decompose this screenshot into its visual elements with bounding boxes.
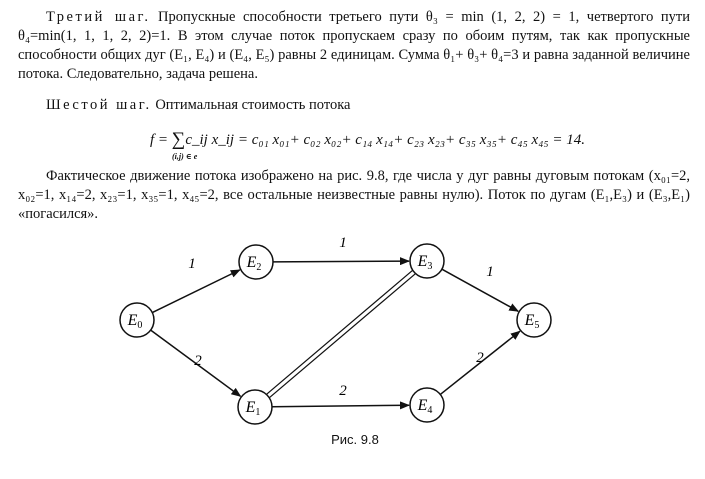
node-label-E3: E3 [417,253,433,272]
edge-label-E0-E2: 1 [188,256,196,272]
edge-E3-E5 [442,269,518,311]
third-step-text: Пропускные способности третьего пути θ₃ = min (1, 2, 2) = 1, четвертого пути θ₄=min(1, 1, 1, 2, 2)=1. В этом случае поток пропускаем сразу по обоим путям, так как пропускные способности общих дуг (E₁, E₄) и (E₄, E₅) равны 2 единицам. Сумма θ₁+ θ₃+ θ₄=3 и равна заданной величине потока. Следовательно, задача решена. [18,9,691,82]
edge-label-E1-E4: 2 [339,383,347,399]
node-E5 [517,303,551,337]
node-label-E4: E4 [417,397,433,416]
edge-label-E4-E5: 2 [476,350,484,366]
node-label-E1: E1 [245,399,261,418]
node-E2 [239,245,273,279]
third-step-heading: Третий шаг. [46,9,151,25]
node-E3 [410,244,444,278]
formula-sum-under: (i,j) ∈ e [172,152,198,161]
edge-E1-E3-line-1 [269,274,415,398]
node-label-E2: E2 [246,254,262,273]
edge-E0-E2 [152,270,240,313]
node-E1 [238,390,272,424]
node-E4 [410,388,444,422]
edge-E2-E3 [273,261,409,262]
sixth-step-text: Оптимальная стоимость потока [151,97,351,113]
figure-caption: Рис. 9.8 [331,432,379,447]
node-E0 [120,303,154,337]
edge-label-E3-E5: 1 [486,264,494,280]
node-label-E5: E5 [524,312,540,331]
formula-sum-term: c_ij x_ij [185,132,235,148]
edge-label-E0-E1: 2 [194,353,202,369]
flow-text: Фактическое движение потока изображено на рис. 9.8, где числа у дуг равны дуговым потокам (x₀₁=2, x₀₂=1, x₁₄=2, x₂₃=1, x₃₅=1, x₄₅=2, все остальные неизвестные равны нулю). Поток по дугам (E₁,E₃) и (E₃,E₁) «погасился». [18,168,690,222]
node-label-E0: E0 [127,312,143,331]
edge-label-E2-E3: 1 [339,235,347,251]
formula-lhs: f = [150,132,169,148]
edge-E1-E4 [272,405,409,407]
sum-icon: ∑ [171,129,186,150]
sixth-step-heading: Шестой шаг. [46,97,152,113]
edge-E1-E3-line-2 [267,270,413,394]
formula-rhs: = c₀₁ x₀₁+ c₀₂ x₀₂+ c₁₄ x₁₄+ c₂₃ x₂₃+ c₃₅ x₃₅+ c₄₅ x₄₅ = 14. [237,132,585,148]
